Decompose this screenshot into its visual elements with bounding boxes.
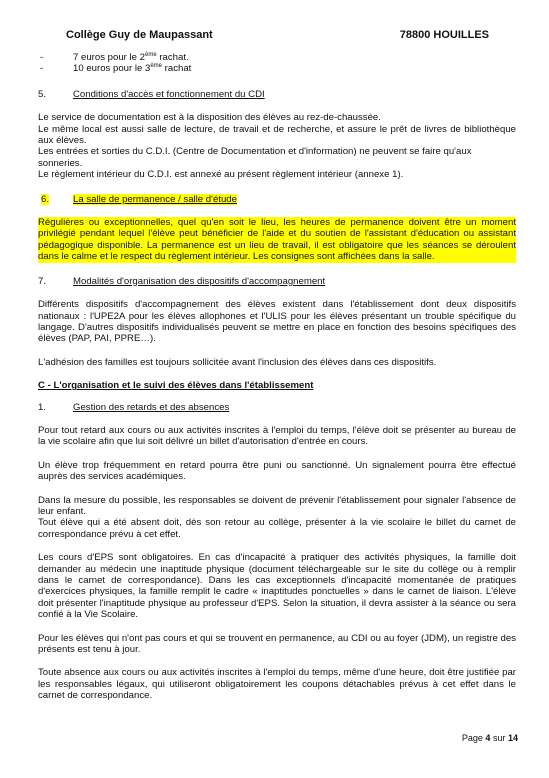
list-item: - 7 euros pour le 2ème rachat. xyxy=(38,52,516,63)
section-heading-7: 7. Modalités d'organisation des dispositifs d'accompagnement xyxy=(38,275,326,287)
retard-paragraph: Pour tout retard aux cours ou aux activités inscrites à l'emploi du temps, l'élève doit se présenter au bureau de la vie scolaire afin que lui soit délivré un billet d'autorisation d'entrée en cours. xyxy=(38,424,516,448)
cdi-paragraph: Le service de documentation est à la disposition des élèves au rez-de-chaussée. Le même local est aussi salle de lecture, de travail et de recherche, et assure le prêt de livres de bibliothèque aux élèves. Les entrées et sorties du C.D.I. (Centre de Documentation et d'information) ne peuvent se faire qu'aux sonneries. Le règlement intérieur du C.D.I. est annexé au présent règlement intérieur (annexe 1). xyxy=(38,112,516,181)
dispositifs-paragraph: Différents dispositifs d'accompagnement des élèves existent dans l'établissement dont deux dispositifs nationaux : l'UPE2A pour les élèves allophones et l'ULIS pour les élèves présentant un trouble spécifique du langage. D'autres dispositifs individualisés peuvent se mettre en place en fonction des besoins spécifiques des élèves (PAP, PAI, PPRE…). xyxy=(38,299,516,345)
adhesion-paragraph: L'adhésion des familles est toujours sollicitée avant l'inclusion des élèves dans ces dispositifs. xyxy=(38,356,437,368)
absence-paragraph: Toute absence aux cours ou aux activités inscrites à l'emploi du temps, même d'une heure, doit être justifiée par les responsables légaux, qui utiliseront obligatoirement les coupons détachables prévus à cet effet dans le carnet de correspondance. xyxy=(38,667,516,702)
eps-paragraph: Les cours d'EPS sont obligatoires. En cas d'incapacité à pratiquer des activités physiques, la famille doit demander au médecin une inaptitude physique (document téléchargeable sur le site du collège ou à remplir dans le carnet de correspondance). Dans les cas exceptionnels d'incapacité momentanée de pratiques d'exercices physiques, la famille remplit le cadre « inaptitudes ponctuelles » dans le carnet de liaison. L'élève doit présenter l'inaptitude physique au professeur d'EPS. Selon la situation, il devra assister à la séance ou sera confié à la Vie Scolaire. xyxy=(38,552,516,621)
school-name: Collège Guy de Maupassant xyxy=(66,29,213,41)
section-heading-6: 6. La salle de permanence / salle d'étude xyxy=(41,193,237,205)
prevenir-paragraph: Dans la mesure du possible, les responsables se doivent de prévenir l'établissement pour signaler l'absence de leur enfant. xyxy=(38,494,516,517)
registre-paragraph: Pour les élèves qui n'ont pas cours et qui se trouvent en permanence, au CDI ou au foyer (JDM), un registre des présents est tenu à jour. xyxy=(38,632,516,656)
permanence-paragraph: Régulières ou exceptionnelles, quel qu'en soit le lieu, les heures de permanence doivent être un moment privilégié pendant lequel l'élève peut bénéficier de l'aide et du soutien de l'assistant d'éducation ou assistant pédagogique disponible. La permanence est un lieu de travail, il est obligatoire que les séances se déroulent dans le calme et le respect du règlement intérieur. Les consignes sont affichées dans la salle. xyxy=(38,217,516,263)
section-c-title: C - L'organisation et le suivi des élèves dans l'établissement xyxy=(38,380,314,392)
list-item: - 10 euros pour le 3ème rachat xyxy=(38,63,516,74)
section-heading-c1: 1. Gestion des retards et des absences xyxy=(38,401,230,413)
signalement-paragraph: Un élève trop fréquemment en retard pourra être puni ou sanctionné. Un signalement pourra être effectué auprès des services académiques. xyxy=(38,459,516,483)
section-heading-5: 5. Conditions d'accès et fonctionnement du CDI xyxy=(38,88,265,100)
page-footer: Page 4 sur 14 xyxy=(461,733,518,743)
page-content xyxy=(38,52,516,702)
billet-paragraph: Tout élève qui a été absent doit, dès son retour au collège, présenter à la vie scolaire le billet du carnet de correspondance prévu à cet effet. xyxy=(38,517,516,540)
school-city: 78800 HOUILLES xyxy=(399,29,489,41)
